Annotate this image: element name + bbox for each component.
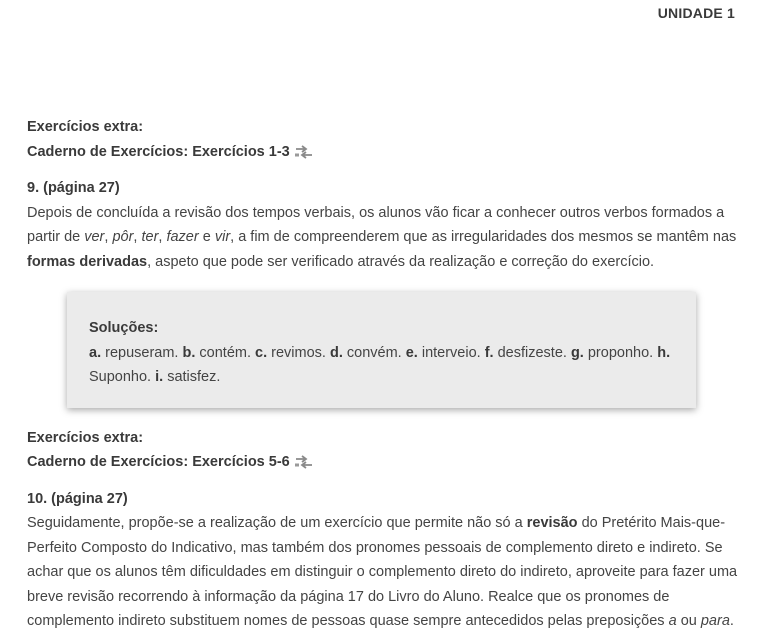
verb-vir: vir xyxy=(214,229,231,245)
text-span: , xyxy=(104,229,113,245)
workbook-reference-text-2: Caderno de Exercícios: Exercícios 5-6 xyxy=(27,454,290,470)
solutions-box xyxy=(67,292,696,408)
solution-text: Suponho. xyxy=(89,369,156,385)
extra-exercises-title: Exercícios extra: xyxy=(27,119,144,135)
bold-term: revisão xyxy=(526,515,578,531)
verb-por: pôr xyxy=(112,229,134,245)
exercise-title-2: 10. (página 27) xyxy=(27,490,128,507)
solution-letter: f. xyxy=(484,344,494,361)
solution-text: satisfez. xyxy=(163,369,221,385)
preposition-para: para xyxy=(700,613,730,629)
solution-letter: e. xyxy=(405,344,418,361)
text-span: do Pretérito Mais-que-Perfeito Composto do Indicativo, mas também dos pronomes pessoais de complemento direto e indireto. Se achar que os alunos têm dificuldades em distinguir o complemento direto do indireto, aproveite para fazer uma breve revisão recorrendo à informação da página 17 do Livro do Aluno. Realce que os pronomes de complemento indireto substituem nomes de pessoas quase sempre antecedidos pelas preposições xyxy=(27,515,738,629)
workbook-reference-2 xyxy=(27,450,739,478)
solutions-title: Soluções: xyxy=(89,320,159,336)
unit-label: UNIDADE 1 xyxy=(657,5,735,21)
solution-text: convém. xyxy=(342,344,406,361)
page-content xyxy=(27,115,739,634)
extra-exercises-title-2: Exercícios extra: xyxy=(27,429,144,446)
solution-text: repuseram. xyxy=(101,344,183,361)
verb-ver: ver xyxy=(84,229,105,245)
solution-text: revimos. xyxy=(267,344,330,361)
workbook-reference xyxy=(27,140,739,168)
text-span: , a fim de compreenderem que as irregularidades dos mesmos se mantêm nas xyxy=(230,229,737,245)
link-arrows-icon[interactable] xyxy=(295,453,313,478)
text-span: ou xyxy=(676,613,701,629)
verb-ter: ter xyxy=(141,229,159,245)
exercise-description-2 xyxy=(27,511,739,634)
text-span: e xyxy=(198,229,215,245)
solution-text: proponho. xyxy=(583,344,658,361)
exercise-description xyxy=(27,201,739,275)
solution-letter: b. xyxy=(182,344,196,361)
solution-text: contém. xyxy=(195,344,256,361)
solution-letter: g. xyxy=(570,344,584,361)
text-span: . xyxy=(729,613,734,629)
workbook-reference-text: Caderno de Exercícios: Exercícios 1-3 xyxy=(27,143,290,160)
solution-letter: h. xyxy=(657,344,671,361)
text-span: , aspeto que pode ser verificado através da realização e correção do exercício. xyxy=(147,253,655,270)
text-span: Depois de concluída a revisão dos tempos verbais, os alunos vão ficar a conhecer outros verbos formados a partir de xyxy=(27,204,725,245)
text-span: , xyxy=(158,229,167,245)
preposition-a: a xyxy=(668,613,677,629)
solution-letter: c. xyxy=(255,344,268,361)
verb-fazer: fazer xyxy=(166,229,199,245)
solution-text: interveio. xyxy=(417,344,485,361)
solution-letter: d. xyxy=(329,344,343,361)
solution-text: desfizeste. xyxy=(493,344,571,361)
bold-term: formas derivadas xyxy=(27,253,148,270)
link-arrows-icon[interactable] xyxy=(295,143,313,168)
exercise-title: 9. (página 27) xyxy=(27,180,120,196)
solution-letter: a. xyxy=(89,344,102,361)
text-span: Seguidamente, propõe-se a realização de um exercício que permite não só a xyxy=(27,515,527,531)
text-span: , xyxy=(133,229,142,245)
solutions-list xyxy=(89,341,674,390)
solution-letter: i. xyxy=(155,369,164,385)
